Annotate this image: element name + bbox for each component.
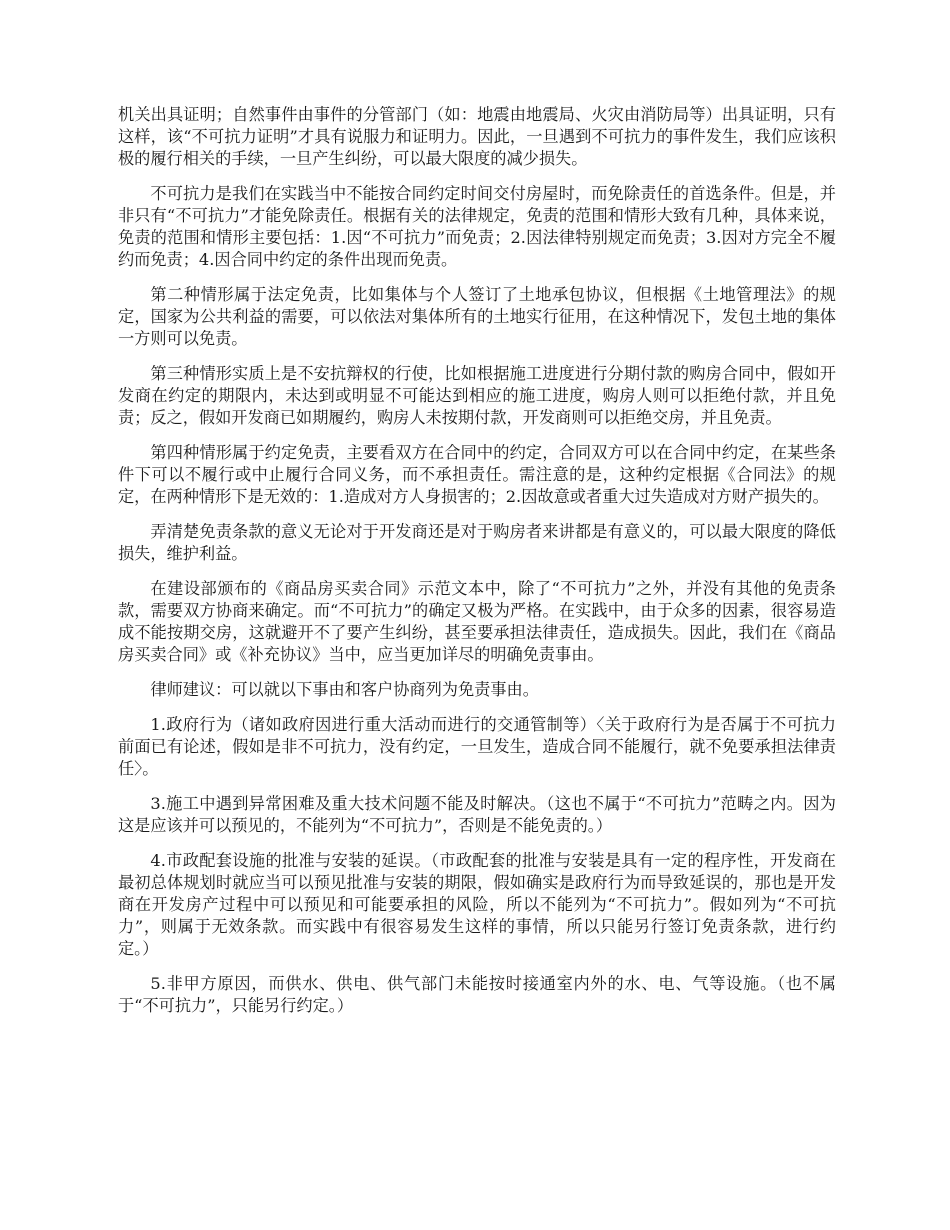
paragraph-11: 4.市政配套设施的批准与安装的延误。（市政配套的批准与安装是具有一定的程序性，开发商在最初总体规划时就应当可以预见批准与安装的期限，假如确实是政府行为而导致延误的，那也是开发商在开发房产过程中可以预见和可能要承担的风险，所以不能列为“不可抗力”。假如列为“不可抗力”，则属于无效条款。而实践中有很容易发生这样的事情，所以只能另行签订免责条款，进行约定。）: [118, 851, 836, 958]
paragraph-9: 1.政府行为（诸如政府因进行重大活动而进行的交通管制等）〈关于政府行为是否属于不可抗力前面已有论述，假如是非不可抗力，没有约定，一旦发生，造成合同不能履行，就不免要承担法律责任〉。: [118, 715, 836, 778]
paragraph-2: 不可抗力是我们在实践当中不能按合同约定时间交付房屋时，而免除责任的首选条件。但是，并非只有“不可抗力”才能免除责任。根据有关的法律规定，免责的范围和情形大致有几种，具体来说，免责的范围和情形主要包括：1.因“不可抗力”而免责；2.因法律特别规定而免责；3.因对方完全不履约而免责；4.因合同中约定的条件出现而免责。: [118, 184, 836, 269]
paragraph-12: 5.非甲方原因，而供水、供电、供气部门未能按时接通室内外的水、电、气等设施。（也不属于“不可抗力”，只能另行约定。）: [118, 974, 836, 1015]
paragraph-5: 第四种情形属于约定免责，主要看双方在合同中的约定，合同双方可以在合同中约定，在某些条件下可以不履行或中止履行合同义务，而不承担责任。需注意的是，这种约定根据《合同法》的规定，在两种情形下是无效的：1.造成对方人身损害的；2.因故意或者重大过失造成对方财产损失的。: [118, 443, 836, 506]
paragraph-1: 机关出具证明；自然事件由事件的分管部门（如：地震由地震局、火灾由消防局等）出具证明，只有这样，该“不可抗力证明”才具有说服力和证明力。因此，一旦遇到不可抗力的事件发生，我们应该积极的履行相关的手续，一旦产生纠纷，可以最大限度的减少损失。: [118, 105, 836, 168]
paragraph-6: 弄清楚免责条款的意义无论对于开发商还是对于购房者来讲都是有意义的，可以最大限度的降低损失，维护利益。: [118, 522, 836, 563]
paragraph-10: 3.施工中遇到异常困难及重大技术问题不能及时解决。（这也不属于“不可抗力”范畴之内。因为这是应该并可以预见的，不能列为“不可抗力”，否则是不能免责的。）: [118, 794, 836, 835]
document-body: [118, 104, 836, 1030]
paragraph-7: 在建设部颁布的《商品房买卖合同》示范文本中，除了“不可抗力”之外，并没有其他的免责条款，需要双方协商来确定。而“不可抗力”的确定又极为严格。在实践中，由于众多的因素，很容易造成不能按期交房，这就避开不了要产生纠纷，甚至要承担法律责任，造成损失。因此，我们在《商品房买卖合同》或《补充协议》当中，应当更加详尽的明确免责事由。: [118, 579, 836, 664]
paragraph-3: 第二种情形属于法定免责，比如集体与个人签订了土地承包协议，但根据《土地管理法》的规定，国家为公共利益的需要，可以依法对集体所有的土地实行征用，在这种情况下，发包土地的集体一方则可以免责。: [118, 285, 836, 348]
paragraph-8: 律师建议：可以就以下事由和客户协商列为免责事由。: [150, 680, 539, 699]
paragraph-4: 第三种情形实质上是不安抗辩权的行使，比如根据施工进度进行分期付款的购房合同中，假如开发商在约定的期限内，未达到或明显不可能达到相应的施工进度，购房人则可以拒绝付款，并且免责；反之，假如开发商已如期履约，购房人未按期付款，开发商则可以拒绝交房，并且免责。: [118, 364, 836, 427]
